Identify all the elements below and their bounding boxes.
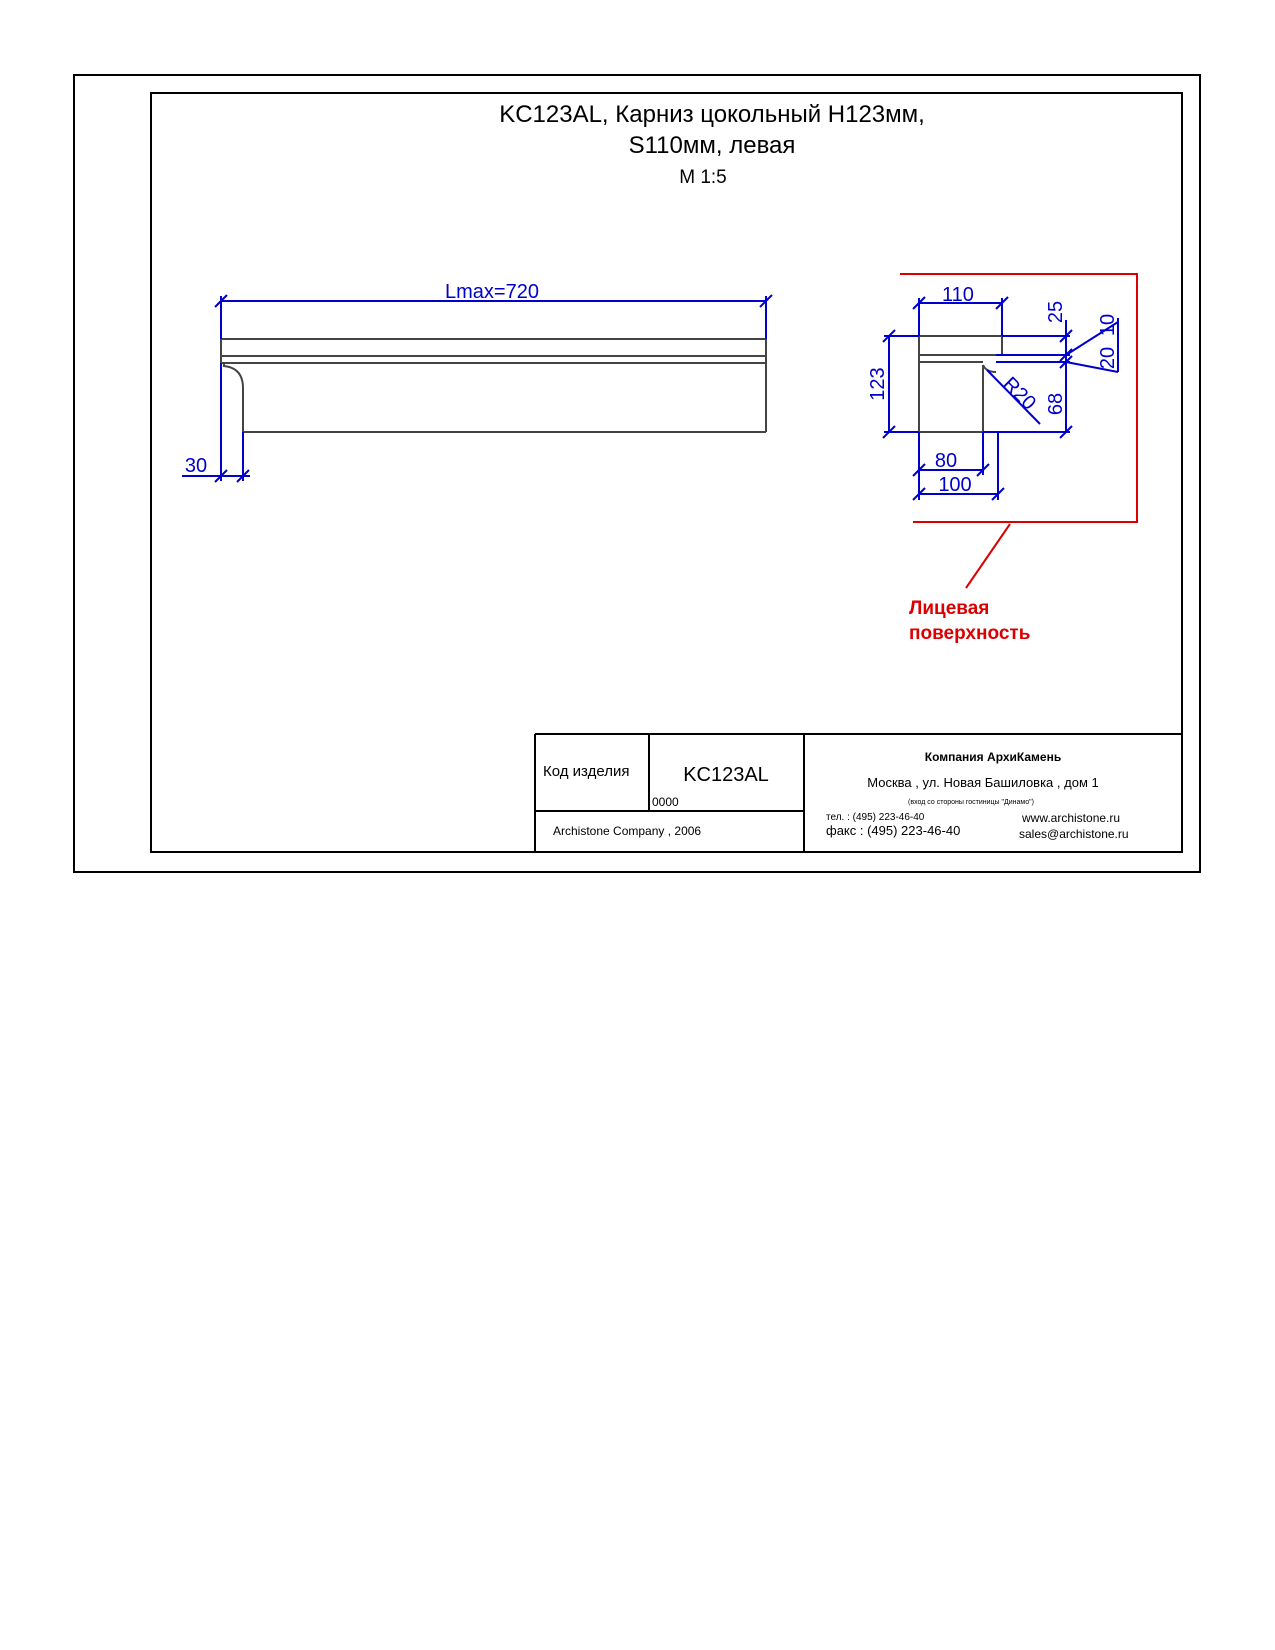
dim-123: 123 bbox=[867, 367, 889, 401]
dim-r20: R20 bbox=[998, 373, 1040, 415]
dim-68: 68 bbox=[1045, 392, 1067, 416]
dim-80: 80 bbox=[934, 450, 958, 472]
side-view bbox=[182, 281, 772, 482]
company-website: www.archistone.ru bbox=[1022, 811, 1121, 825]
product-code-value: KC123AL bbox=[683, 764, 769, 786]
inner-frame bbox=[151, 93, 1182, 852]
company-fax: факс : (495) 223-46-40 bbox=[826, 823, 961, 838]
footer-company: Archistone Company , 2006 bbox=[553, 824, 702, 838]
dim-110: 110 bbox=[942, 284, 974, 306]
company-name: Компания АрхиКамень bbox=[924, 750, 1062, 764]
product-number: 0000 bbox=[652, 795, 679, 809]
length-label: Lmax=720 bbox=[445, 281, 539, 303]
company-address-note: (вход со стороны гостиницы "Динамо") bbox=[908, 799, 1034, 806]
face-surface-label-line2: поверхность bbox=[909, 623, 1031, 644]
dim-10: 10 bbox=[1097, 313, 1119, 337]
side-view-outline bbox=[221, 339, 766, 432]
company-address: Москва , ул. Новая Башиловка , дом 1 bbox=[867, 775, 1099, 790]
product-code-label: Код изделия bbox=[543, 763, 630, 780]
dim-20: 20 bbox=[1097, 346, 1119, 370]
title-block bbox=[535, 734, 1182, 852]
face-surface-label-line1: Лицевая bbox=[909, 598, 990, 619]
drawing-title-line1: KC123AL, Карниз цокольный H123мм, bbox=[499, 101, 925, 128]
offset-label: 30 bbox=[184, 455, 208, 477]
dim-100: 100 bbox=[938, 474, 972, 496]
dim-25: 25 bbox=[1045, 300, 1067, 324]
drawing-scale: M 1:5 bbox=[679, 167, 727, 188]
profile-view bbox=[867, 274, 1137, 588]
company-email: sales@archistone.ru bbox=[1019, 827, 1129, 841]
company-phone: тел. : (495) 223-46-40 bbox=[826, 812, 925, 823]
drawing-title-line2: S110мм, левая bbox=[628, 132, 796, 159]
profile-outline bbox=[919, 336, 1002, 432]
